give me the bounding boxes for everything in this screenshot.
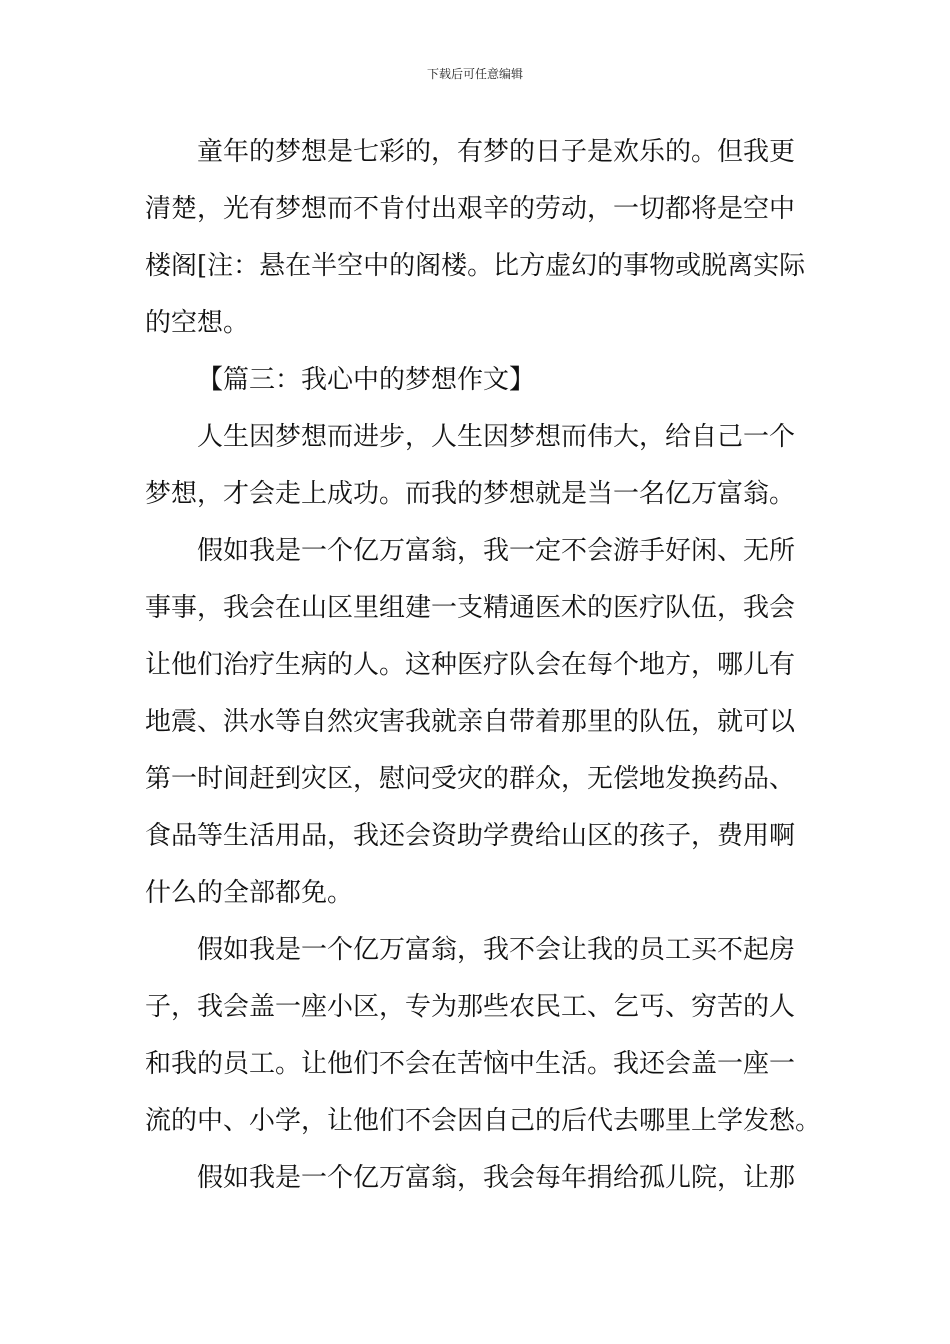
page-header: 下载后可任意编辑 — [426, 67, 523, 81]
text-line: 人生因梦想而进步，人生因梦想而伟大，给自己一个 — [197, 422, 796, 452]
document-body — [145, 128, 822, 1211]
text-line: 楼阁[注：悬在半空中的阁楼。比方虚幻的事物或脱离实际 — [145, 251, 806, 281]
text-line: 食品等生活用品，我还会资助学费给山区的孩子，费用啊 — [145, 821, 796, 851]
text-line: 梦想，才会走上成功。而我的梦想就是当一名亿万富翁。 — [145, 479, 796, 509]
section-heading: 【篇三：我心中的梦想作文】 — [197, 365, 536, 395]
text-line: 地震、洪水等自然灾害我就亲自带着那里的队伍，就可以 — [145, 707, 796, 737]
text-line: 子，我会盖一座小区，专为那些农民工、乞丐、穷苦的人 — [145, 992, 796, 1022]
text-line: 流的中、小学，让他们不会因自己的后代去哪里上学发愁。 — [145, 1106, 822, 1136]
text-line: 事事，我会在山区里组建一支精通医术的医疗队伍，我会 — [145, 593, 796, 623]
text-line: 的空想。 — [145, 308, 250, 338]
text-line: 假如我是一个亿万富翁，我一定不会游手好闲、无所 — [197, 536, 796, 566]
text-line: 假如我是一个亿万富翁，我不会让我的员工买不起房 — [197, 935, 796, 965]
text-line: 假如我是一个亿万富翁，我会每年捐给孤儿院，让那 — [197, 1163, 796, 1193]
text-line: 和我的员工。让他们不会在苦恼中生活。我还会盖一座一 — [145, 1049, 796, 1079]
text-line: 童年的梦想是七彩的，有梦的日子是欢乐的。但我更 — [197, 137, 796, 167]
text-line: 清楚，光有梦想而不肯付出艰辛的劳动，一切都将是空中 — [145, 194, 796, 224]
text-line: 让他们治疗生病的人。这种医疗队会在每个地方，哪儿有 — [145, 650, 796, 680]
text-line: 什么的全部都免。 — [145, 878, 354, 908]
text-line: 第一时间赶到灾区，慰问受灾的群众，无偿地发换药品、 — [145, 764, 796, 794]
